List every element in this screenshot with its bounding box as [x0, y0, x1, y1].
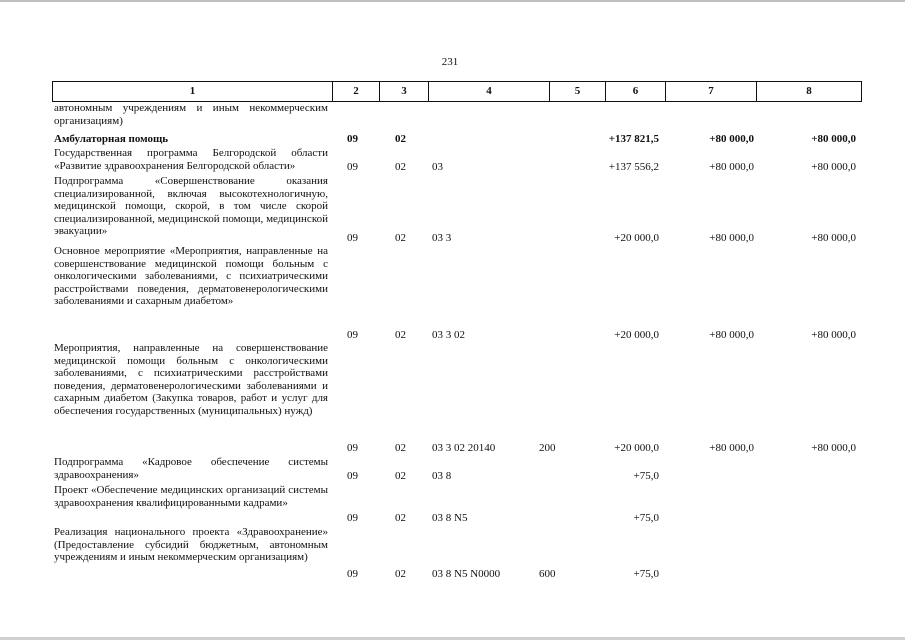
row-amount-col8: +80 000,0 [811, 161, 856, 173]
row-amount-col6: +20 000,0 [614, 329, 659, 341]
row-subsection: 02 [395, 470, 406, 482]
row-expense-type: 200 [539, 442, 556, 454]
row-section: 09 [347, 470, 358, 482]
row-amount-col8: +80 000,0 [811, 329, 856, 341]
row-subsection: 02 [395, 133, 406, 145]
header-col-7: 7 [666, 82, 757, 101]
row-amount-col6: +137 556,2 [608, 161, 659, 173]
page-number: 231 [441, 56, 459, 68]
row-description: автономным учреждениям и иным некоммерческим организациям) [54, 102, 328, 127]
row-amount-col7: +80 000,0 [709, 329, 754, 341]
row-target-code: 03 3 02 20140 [432, 442, 496, 454]
row-description: Подпрограмма «Совершенствование оказания специализированной, включая высокотехнологичную, медицинской помощи, скорой, в том числе скорой специализированной, медицинской помощи, медицинской эвакуации» [54, 175, 328, 237]
row-amount-col8: +80 000,0 [811, 442, 856, 454]
row-description: Мероприятия, направленные на совершенствование медицинской помощи больным с онкологическими заболеваниями, с психиатрическими расстройствами поведения, дерматовенерологическими заболеваниями и сахарным диабетом (Закупка товаров, работ и услуг для обеспечения государственных (муниципальных) нужд) [54, 342, 328, 417]
row-amount-col6: +75,0 [633, 470, 659, 482]
row-subsection: 02 [395, 232, 406, 244]
row-section: 09 [347, 161, 358, 173]
row-target-code: 03 8 N5 [432, 512, 468, 524]
row-description: Проект «Обеспечение медицинских организаций системы здравоохранения квалифицированными кадрами» [54, 484, 328, 509]
row-target-code: 03 [432, 161, 443, 173]
row-amount-col6: +75,0 [633, 512, 659, 524]
row-amount-col7: +80 000,0 [709, 161, 754, 173]
row-target-code: 03 3 02 [432, 329, 465, 341]
row-section: 09 [347, 512, 358, 524]
row-description: Реализация национального проекта «Здравоохранение» (Предоставление субсидий бюджетным, автономным учреждениям и иным некоммерческим организациям) [54, 526, 328, 563]
row-amount-col7: +80 000,0 [709, 232, 754, 244]
row-amount-col7: +80 000,0 [709, 133, 754, 145]
row-amount-col7: +80 000,0 [709, 442, 754, 454]
row-amount-col6: +137 821,5 [608, 133, 659, 145]
row-amount-col6: +20 000,0 [614, 232, 659, 244]
row-description: Подпрограмма «Кадровое обеспечение системы здравоохранения» [54, 456, 328, 481]
row-subsection: 02 [395, 161, 406, 173]
row-target-code: 03 8 [432, 470, 452, 482]
row-section: 09 [347, 568, 358, 580]
header-col-1: 1 [53, 82, 333, 101]
row-description: Амбулаторная помощь [54, 133, 169, 145]
header-col-5: 5 [550, 82, 606, 101]
row-target-code: 03 3 [432, 232, 452, 244]
scan-top-edge [0, 0, 905, 2]
row-subsection: 02 [395, 442, 406, 454]
row-amount-col8: +80 000,0 [811, 133, 856, 145]
row-amount-col6: +75,0 [633, 568, 659, 580]
table-header [52, 81, 862, 102]
row-section: 09 [347, 133, 358, 145]
row-subsection: 02 [395, 512, 406, 524]
row-amount-col8: +80 000,0 [811, 232, 856, 244]
row-description: Государственная программа Белгородской области «Развитие здравоохранения Белгородской области» [54, 147, 328, 172]
row-description: Основное мероприятие «Мероприятия, направленные на совершенствование медицинской помощи больным с онкологическими заболеваниями, с психиатрическими расстройствами поведения, дерматовенерологическими заболеваниями и сахарным диабетом» [54, 245, 328, 307]
row-expense-type: 600 [539, 568, 556, 580]
row-section: 09 [347, 232, 358, 244]
header-col-8: 8 [806, 85, 812, 97]
row-section: 09 [347, 329, 358, 341]
header-col-4: 4 [429, 82, 550, 101]
header-col-2: 2 [333, 82, 380, 101]
header-col-3: 3 [380, 82, 429, 101]
row-target-code: 03 8 N5 N0000 [432, 568, 501, 580]
header-col-6: 6 [606, 82, 666, 101]
row-subsection: 02 [395, 568, 406, 580]
row-section: 09 [347, 442, 358, 454]
row-subsection: 02 [395, 329, 406, 341]
row-amount-col6: +20 000,0 [614, 442, 659, 454]
